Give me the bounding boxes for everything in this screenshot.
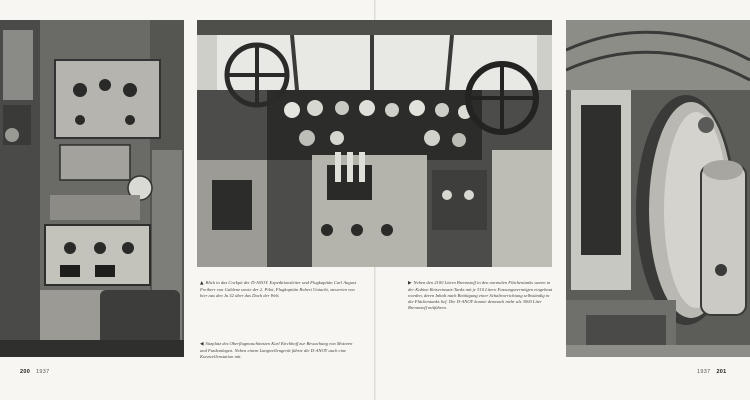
radio-station-photo bbox=[0, 20, 184, 357]
caption-cockpit-text: Blick in das Cockpit der D-ANOY. Expeditionsleiter und Flugkapitän Carl August Freiherr von Gablenz sowie der 2. Pilot, Flugkapitän Robert Untucht, steuerten von hier aus den Ju 52 über das Dach der Welt. bbox=[200, 279, 356, 298]
arrow-right-icon: ▶ bbox=[408, 280, 412, 286]
running-head-right: 1937 bbox=[697, 369, 711, 375]
page-number-left: 200 bbox=[20, 369, 31, 375]
caption-cockpit bbox=[200, 280, 360, 300]
page-number-right: 201 bbox=[716, 369, 727, 375]
caption-flight-engineer-text: Sitzplatz des Oberflugmaschinisten Karl Kirchhoff zur Bewachung von Motoren und Funkanlagen. Neben einem Langwellengerät führte die D-ANOY auch eine Kurzwellenstation mit. bbox=[200, 340, 353, 359]
folio-right bbox=[697, 369, 727, 375]
folio-left bbox=[20, 369, 50, 375]
arrow-left-icon: ◀ bbox=[200, 341, 204, 347]
caption-fuel-tank bbox=[408, 280, 556, 312]
arrow-up-icon: ▲ bbox=[200, 280, 204, 286]
running-head-left: 1937 bbox=[36, 369, 50, 375]
caption-flight-engineer bbox=[200, 341, 360, 361]
cabin-fuel-tank-photo bbox=[566, 20, 750, 357]
caption-fuel-tank-text: Neben den 2100 Litern Brennstoff in den normalen Flächentanks waren in der Kabine Reiseeinsatz-Tanks mit je 510 Litern Fassungsvermögen eingebaut worden, deren Inhalt nach Betätigung einer Schaltvorrichtung selbständig in die Flächentanks lief. Die D-ANOY konnte demnach mehr als 3000 Liter Brennstoff mitführen. bbox=[408, 279, 553, 311]
cockpit-photo bbox=[197, 20, 552, 267]
